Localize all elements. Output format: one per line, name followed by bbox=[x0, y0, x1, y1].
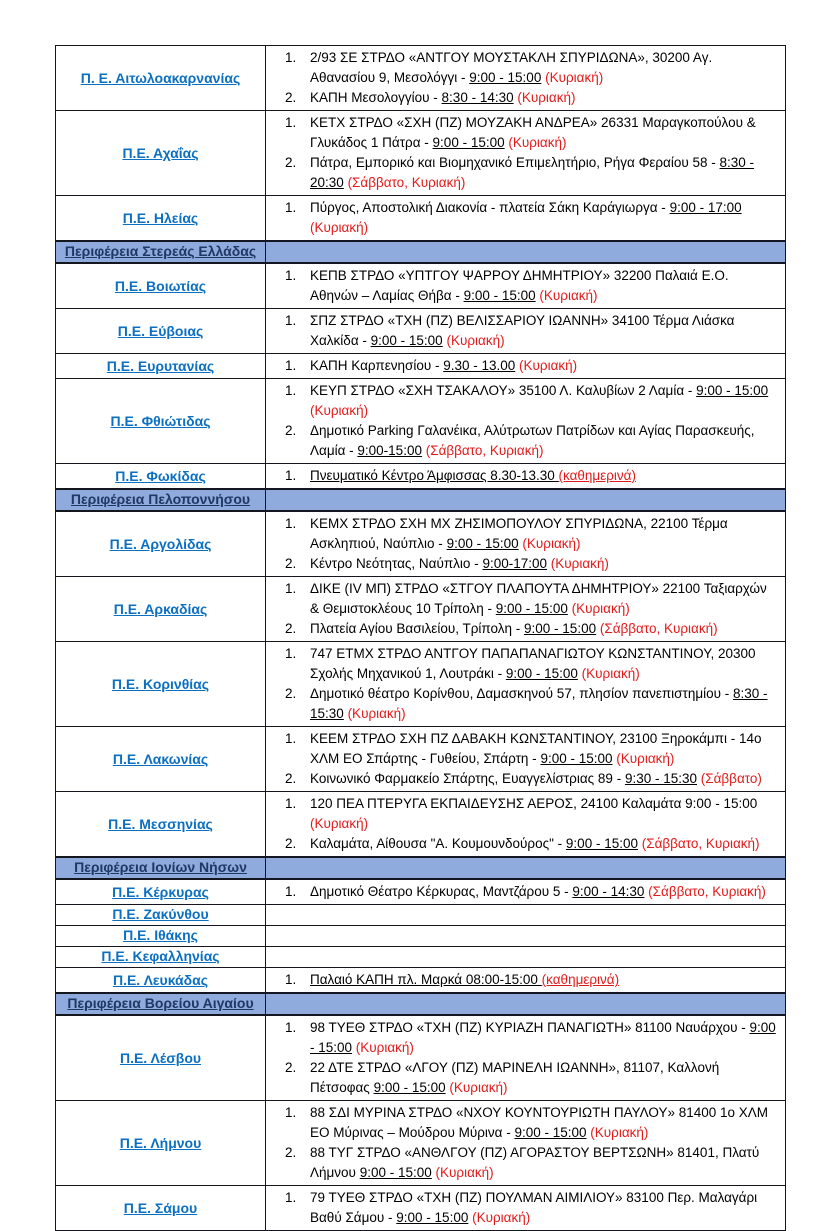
section-header-spacer-cell bbox=[266, 489, 786, 511]
unit-locations-cell bbox=[266, 354, 786, 379]
unit-row bbox=[56, 905, 786, 926]
section-header-spacer-cell bbox=[266, 857, 786, 879]
section-header-row bbox=[56, 857, 786, 879]
section-header-cell bbox=[56, 241, 266, 263]
location-item bbox=[266, 1058, 779, 1098]
location-item bbox=[266, 311, 779, 351]
unit-name-cell bbox=[56, 263, 266, 309]
location-text: ΚΕΤΧ ΣΤΡΔΟ «ΣΧΗ (ΠΖ) ΜΟΥΖΑΚΗ ΑΝΔΡΕΑ» 26331 Μαραγκοπούλου & Γλυκάδος 1 Πάτρα - bbox=[310, 115, 756, 150]
day-label: (Σάββατο, Κυριακή) bbox=[425, 443, 544, 458]
unit-row bbox=[56, 1101, 786, 1186]
unit-name-cell bbox=[56, 792, 266, 858]
location-item-text bbox=[310, 113, 779, 153]
unit-locations-cell bbox=[266, 926, 786, 947]
location-item bbox=[266, 882, 779, 902]
location-item-text bbox=[310, 88, 779, 108]
location-item bbox=[266, 769, 779, 789]
unit-locations-cell bbox=[266, 968, 786, 994]
unit-name-cell bbox=[56, 1101, 266, 1186]
time-range: 9:00 - 15:00 bbox=[359, 1165, 432, 1180]
section-title: Περιφέρεια Βορείου Αιγαίου bbox=[67, 995, 254, 1011]
location-item bbox=[266, 1103, 779, 1143]
location-item-number: 1. bbox=[285, 50, 297, 65]
regions-table-body bbox=[56, 46, 786, 1231]
day-label: (Κυριακή) bbox=[545, 70, 604, 85]
unit-row bbox=[56, 879, 786, 905]
unit-locations-cell bbox=[266, 577, 786, 642]
time-range: 9:00 - 15:00 bbox=[514, 1125, 587, 1140]
location-item-number: 2. bbox=[285, 1060, 297, 1075]
location-text: 88 ΤΥΓ ΣΤΡΔΟ «ΑΝΘΛΓΟΥ (ΠΖ) ΑΓΟΡΑΣΤΟΥ ΒΕΡΤΣΩΝΗ» 81401, Πλατύ Λήμνου bbox=[310, 1145, 760, 1180]
location-item bbox=[266, 514, 779, 554]
location-text: Κοινωνικό Φαρμακείο Σπάρτης, Ευαγγελίστριας 89 - bbox=[310, 771, 625, 786]
unit-name-cell bbox=[56, 111, 266, 196]
unit-locations-cell bbox=[266, 1101, 786, 1186]
location-text: 22 ΔΤΕ ΣΤΡΔΟ «ΛΓΟΥ (ΠΖ) ΜΑΡΙΝΕΛΗ ΙΩΑΝΝΗ», 81107, Καλλονή Πέτσοφας bbox=[310, 1060, 720, 1095]
location-text: 79 ΤΥΕΘ ΣΤΡΔΟ «ΤΧΗ (ΠΖ) ΠΟΥΛΜΑΝ ΑΙΜΙΛΙΟΥ» 83100 Περ. Μαλαγάρι Βαθύ Σάμου - bbox=[310, 1190, 758, 1225]
location-text: Κέντρο Νεότητας, Ναύπλιο - bbox=[310, 556, 483, 571]
location-item bbox=[266, 1188, 779, 1228]
day-label: (καθημερινά) bbox=[558, 468, 636, 483]
location-item-number: 2. bbox=[285, 423, 297, 438]
location-text: 2/93 ΣΕ ΣΤΡΔΟ «ΑΝΤΓΟΥ ΜΟΥΣΤΑΚΛΗ ΣΠΥΡΙΔΩΝΑ», 30200 Αγ. Αθανασίου 9, Μεσολόγγι - bbox=[310, 50, 713, 85]
location-item bbox=[266, 356, 779, 376]
day-label: (Κυριακή) bbox=[519, 358, 578, 373]
unit-link[interactable]: Π.Ε. Φωκίδας bbox=[115, 467, 206, 484]
location-item-text bbox=[310, 684, 779, 724]
section-header-cell bbox=[56, 857, 266, 879]
unit-name-cell bbox=[56, 926, 266, 947]
location-item-number: 1. bbox=[285, 200, 297, 215]
time-range: Πνευματικό Κέντρο Άμφισσας 8.30-13.30 bbox=[310, 468, 559, 483]
location-item-text bbox=[310, 1058, 779, 1098]
location-item-number: 2. bbox=[285, 771, 297, 786]
unit-name-cell bbox=[56, 947, 266, 968]
unit-row bbox=[56, 968, 786, 994]
location-item-text bbox=[310, 153, 779, 193]
day-label: (Κυριακή) bbox=[310, 220, 369, 235]
unit-link[interactable]: Π.Ε. Εύβοιας bbox=[117, 322, 204, 339]
day-label: (Κυριακή) bbox=[310, 816, 369, 831]
location-item-text bbox=[310, 794, 779, 834]
location-item bbox=[266, 381, 779, 421]
day-label: (Κυριακή) bbox=[539, 288, 598, 303]
location-item-text bbox=[310, 970, 779, 990]
section-header-spacer-cell bbox=[266, 993, 786, 1015]
unit-link[interactable]: Π.Ε. Κορινθίας bbox=[111, 675, 210, 692]
location-item-number: 1. bbox=[285, 646, 297, 661]
unit-row bbox=[56, 46, 786, 111]
location-text: ΚΑΠΗ Μεσολογγίου - bbox=[310, 90, 442, 105]
location-item-text bbox=[310, 514, 779, 554]
location-item-text bbox=[310, 882, 779, 902]
location-text: Καλαμάτα, Αίθουσα "Α. Κουμουνδούρος" - bbox=[310, 836, 566, 851]
unit-link[interactable]: Π.Ε. Φθιώτιδας bbox=[110, 412, 211, 429]
location-text: ΚΕΕΜ ΣΤΡΔΟ ΣΧΗ ΠΖ ΔΑΒΑΚΗ ΚΩΝΣΤΑΝΤΙΝΟΥ, 23100 Ξηροκάμπι - 14ο ΧΛΜ ΕΟ Σπάρτης - Γυθείου, Σπάρτη - bbox=[310, 731, 762, 766]
location-item-number: 2. bbox=[285, 836, 297, 851]
location-item bbox=[266, 834, 779, 854]
unit-link[interactable]: Π.Ε. Σάμου bbox=[123, 1199, 198, 1216]
time-range: 9:00-17:00 bbox=[482, 556, 547, 571]
unit-name-cell bbox=[56, 1015, 266, 1101]
location-item-number: 1. bbox=[285, 516, 297, 531]
location-item bbox=[266, 729, 779, 769]
location-item-text bbox=[310, 1018, 779, 1058]
location-item-text bbox=[310, 579, 779, 619]
location-item-text bbox=[310, 769, 779, 789]
unit-locations-cell bbox=[266, 111, 786, 196]
location-item-number: 2. bbox=[285, 90, 297, 105]
unit-name-cell bbox=[56, 905, 266, 926]
day-label: (Σάββατο, Κυριακή) bbox=[648, 884, 766, 899]
location-item-text bbox=[310, 1103, 779, 1143]
location-item bbox=[266, 466, 779, 486]
location-item bbox=[266, 554, 779, 574]
section-header-cell bbox=[56, 993, 266, 1015]
unit-link[interactable]: Π.Ε. Αρκαδίας bbox=[113, 600, 208, 617]
section-header-row bbox=[56, 993, 786, 1015]
location-item-text bbox=[310, 266, 779, 306]
time-range: 9:00 - 15:00 bbox=[370, 333, 443, 348]
unit-row bbox=[56, 309, 786, 354]
unit-locations-cell bbox=[266, 1186, 786, 1231]
unit-name-cell bbox=[56, 511, 266, 577]
location-item bbox=[266, 48, 779, 88]
day-label: (Σάββατο, Κυριακή) bbox=[347, 175, 466, 190]
location-text: Πύργος, Αποστολική Διακονία - πλατεία Σάκη Καράγιωργα - bbox=[310, 200, 670, 215]
day-label: (Σάββατο) bbox=[700, 771, 762, 786]
day-label: (καθημερινά) bbox=[541, 972, 620, 987]
location-item bbox=[266, 421, 779, 461]
time-range: 9:00 - 15:00 bbox=[432, 135, 505, 150]
unit-row bbox=[56, 111, 786, 196]
location-item-number: 1. bbox=[285, 581, 297, 596]
unit-row bbox=[56, 947, 786, 968]
location-item bbox=[266, 153, 779, 193]
regional-units-table bbox=[55, 45, 786, 1231]
section-header-cell bbox=[56, 489, 266, 511]
location-text: ΚΕΠΒ ΣΤΡΔΟ «ΥΠΤΓΟΥ ΨΑΡΡΟΥ ΔΗΜΗΤΡΙΟΥ» 32200 Παλαιά Ε.Ο. Αθηνών – Λαμίας Θήβα - bbox=[310, 268, 729, 303]
unit-link[interactable]: Π.Ε. Λακωνίας bbox=[112, 750, 209, 767]
location-item bbox=[266, 644, 779, 684]
unit-row bbox=[56, 464, 786, 490]
location-item-text bbox=[310, 466, 779, 486]
location-item-number: 1. bbox=[285, 1020, 297, 1035]
location-text: Πλατεία Αγίου Βασιλείου, Τρίπολη - bbox=[310, 621, 525, 636]
location-item-number: 2. bbox=[285, 621, 297, 636]
location-item-number: 2. bbox=[285, 686, 297, 701]
day-label: (Κυριακή) bbox=[310, 403, 369, 418]
time-range: 8:30 - 20:30 bbox=[310, 155, 755, 190]
unit-link[interactable]: Π.Ε. Λήμνου bbox=[119, 1134, 202, 1151]
day-label: (Κυριακή) bbox=[590, 1125, 649, 1140]
unit-locations-cell bbox=[266, 196, 786, 242]
unit-name-cell bbox=[56, 464, 266, 490]
section-title: Περιφέρεια Ιονίων Νήσων bbox=[74, 859, 247, 875]
unit-locations-cell bbox=[266, 727, 786, 792]
location-item-number: 2. bbox=[285, 155, 297, 170]
time-range: 9:00 - 15:00 bbox=[540, 751, 613, 766]
location-text: Δημοτικό Parking Γαλανέικα, Αλύτρωτων Πατρίδων και Αγίας Παρασκευής, Λαμία - bbox=[310, 423, 755, 458]
unit-row bbox=[56, 511, 786, 577]
location-item-text bbox=[310, 311, 779, 351]
location-item-text bbox=[310, 834, 779, 854]
unit-locations-cell bbox=[266, 379, 786, 464]
location-item-text bbox=[310, 729, 779, 769]
unit-locations-cell bbox=[266, 263, 786, 309]
section-header-row bbox=[56, 241, 786, 263]
day-label: (Κυριακή) bbox=[472, 1210, 531, 1225]
location-item-number: 1. bbox=[285, 358, 297, 373]
location-item-text bbox=[310, 356, 779, 376]
time-range: Παλαιό ΚΑΠΗ πλ. Μαρκά 08:00-15:00 bbox=[310, 972, 542, 987]
unit-link[interactable]: Π.Ε. Βοιωτίας bbox=[114, 277, 207, 294]
time-range: 9:00 - 17:00 bbox=[669, 200, 742, 215]
location-item-number: 2. bbox=[285, 556, 297, 571]
location-text: Δημοτικό Θέατρο Κέρκυρας, Μαντζάρου 5 - bbox=[310, 884, 573, 899]
unit-link[interactable]: Π.Ε. Ηλείας bbox=[122, 209, 199, 226]
unit-locations-cell bbox=[266, 905, 786, 926]
location-item-number: 1. bbox=[285, 884, 297, 899]
location-item-number: 1. bbox=[285, 313, 297, 328]
location-text: ΣΠΖ ΣΤΡΔΟ «ΤΧΗ (ΠΖ) ΒΕΛΙΣΣΑΡΙΟΥ ΙΩΑΝΝΗ» 34100 Τέρμα Λιάσκα Χαλκίδα - bbox=[310, 313, 735, 348]
section-title: Περιφέρεια Στερεάς Ελλάδας bbox=[64, 243, 257, 259]
location-item-number: 1. bbox=[285, 268, 297, 283]
time-range: 9:00 - 15:00 bbox=[373, 1080, 446, 1095]
location-text: 88 ΣΔΙ ΜΥΡΙΝΑ ΣΤΡΔΟ «ΝΧΟΥ ΚΟΥΝΤΟΥΡΙΩΤΗ ΠΑΥΛΟΥ» 81400 1ο ΧΛΜ ΕΟ Μύρινας – Μούδρου Μύρινα - bbox=[310, 1105, 769, 1140]
unit-row bbox=[56, 354, 786, 379]
unit-name-cell bbox=[56, 642, 266, 727]
unit-locations-cell bbox=[266, 511, 786, 577]
unit-link[interactable]: Π.Ε. Κέρκυρας bbox=[112, 883, 209, 900]
location-text: 98 ΤΥΕΘ ΣΤΡΔΟ «ΤΧΗ (ΠΖ) ΚΥΡΙΑΖΗ ΠΑΝΑΓΙΩΤΗ» 81100 Ναυάρχου - bbox=[310, 1020, 750, 1035]
location-text: ΚΕΜΧ ΣΤΡΔΟ ΣΧΗ ΜΧ ΖΗΣΙΜΟΠΟΥΛΟΥ ΣΠΥΡΙΔΩΝΑ, 22100 Τέρμα Ασκληπιού, Ναύπλιο - bbox=[310, 516, 728, 551]
unit-name-cell bbox=[56, 196, 266, 242]
day-label: (Κυριακή) bbox=[581, 666, 640, 681]
location-item bbox=[266, 266, 779, 306]
section-header-row bbox=[56, 489, 786, 511]
unit-name-cell bbox=[56, 577, 266, 642]
unit-locations-cell bbox=[266, 309, 786, 354]
location-item bbox=[266, 619, 779, 639]
section-header-spacer-cell bbox=[266, 241, 786, 263]
time-range: 8:30 - 14:30 bbox=[441, 90, 514, 105]
unit-name-cell bbox=[56, 354, 266, 379]
day-label: (Κυριακή) bbox=[446, 333, 505, 348]
location-item bbox=[266, 1018, 779, 1058]
unit-row bbox=[56, 926, 786, 947]
location-text: Πάτρα, Εμπορικό και Βιομηχανικό Επιμελητήριο, Ρήγα Φεραίου 58 - bbox=[310, 155, 720, 170]
unit-row bbox=[56, 577, 786, 642]
location-item-number: 1. bbox=[285, 383, 297, 398]
time-range: 9:00 - 15:00 bbox=[696, 383, 769, 398]
time-range: 9:00 - 15:00 bbox=[524, 621, 597, 636]
location-item-text bbox=[310, 48, 779, 88]
day-label: (Κυριακή) bbox=[571, 601, 630, 616]
time-range: 8:30 - 15:30 bbox=[310, 686, 768, 721]
unit-row bbox=[56, 1015, 786, 1101]
location-item-text bbox=[310, 421, 779, 461]
location-text: 120 ΠΕΑ ΠΤΕΡΥΓΑ ΕΚΠΑΙΔΕΥΣΗΣ ΑΕΡΟΣ, 24100 Καλαμάτα 9:00 - 15:00 bbox=[310, 796, 758, 811]
location-item bbox=[266, 684, 779, 724]
location-item-number: 1. bbox=[285, 972, 297, 987]
location-text: ΔΙΚΕ (IV ΜΠ) ΣΤΡΔΟ «ΣΤΓΟΥ ΠΛΑΠΟΥΤΑ ΔΗΜΗΤΡΙΟΥ» 22100 Ταξιαρχών & Θεμιστοκλέους 10 Τρίπολη - bbox=[310, 581, 767, 616]
unit-name-cell bbox=[56, 727, 266, 792]
location-item-number: 1. bbox=[285, 1190, 297, 1205]
location-item-number: 1. bbox=[285, 115, 297, 130]
day-label: (Κυριακή) bbox=[435, 1165, 494, 1180]
time-range: 9:00 - 15:00 bbox=[463, 288, 536, 303]
location-item-text bbox=[310, 1188, 779, 1228]
location-item-number: 1. bbox=[285, 731, 297, 746]
unit-locations-cell bbox=[266, 642, 786, 727]
time-range: 9:00-15:00 bbox=[357, 443, 422, 458]
location-text: ΚΑΠΗ Καρπενησίου - bbox=[310, 358, 444, 373]
unit-row bbox=[56, 196, 786, 242]
unit-link[interactable]: Π.Ε. Αργολίδας bbox=[109, 535, 212, 552]
unit-link[interactable]: Π.Ε. Μεσσηνίας bbox=[108, 815, 213, 832]
location-item-text bbox=[310, 619, 779, 639]
location-text: 747 ΕΤΜΧ ΣΤΡΔΟ ΑΝΤΓΟΥ ΠΑΠΑΠΑΝΑΓΙΩΤΟΥ ΚΩΝΣΤΑΝΤΙΝΟΥ, 20300 Σχολής Μηχανικού 1, Λουτράκι - bbox=[310, 646, 756, 681]
unit-name-cell bbox=[56, 46, 266, 111]
location-item-number: 1. bbox=[285, 1105, 297, 1120]
day-label: (Κυριακή) bbox=[550, 556, 609, 571]
time-range: 9:00 - 15:00 bbox=[396, 1210, 469, 1225]
unit-name-cell bbox=[56, 968, 266, 994]
location-text: ΚΕΥΠ ΣΤΡΔΟ «ΣΧΗ ΤΣΑΚΑΛΟΥ» 35100 Λ. Καλυβίων 2 Λαμία - bbox=[310, 383, 697, 398]
location-item-text bbox=[310, 644, 779, 684]
unit-link[interactable]: Π.Ε. Αχαΐας bbox=[122, 144, 199, 161]
unit-link[interactable]: Π. Ε. Αιτωλοακαρνανίας bbox=[80, 69, 241, 86]
day-label: (Σάββατο, Κυριακή) bbox=[599, 621, 718, 636]
day-label: (Κυριακή) bbox=[522, 536, 581, 551]
location-item-number: 1. bbox=[285, 796, 297, 811]
unit-link[interactable]: Π.Ε. Ιθάκης bbox=[123, 927, 198, 943]
location-item bbox=[266, 88, 779, 108]
unit-link[interactable]: Π.Ε. Λευκάδας bbox=[112, 971, 209, 988]
location-item-number: 1. bbox=[285, 468, 297, 483]
day-label: (Κυριακή) bbox=[517, 90, 576, 105]
day-label: (Κυριακή) bbox=[508, 135, 567, 150]
unit-row bbox=[56, 1186, 786, 1231]
time-range: 9:00 - 15:00 bbox=[565, 836, 638, 851]
day-label: (Κυριακή) bbox=[355, 1040, 414, 1055]
day-label: (Σάββατο, Κυριακή) bbox=[641, 836, 760, 851]
unit-row bbox=[56, 379, 786, 464]
location-item bbox=[266, 198, 779, 238]
location-item-text bbox=[310, 198, 779, 238]
unit-locations-cell bbox=[266, 947, 786, 968]
unit-row bbox=[56, 263, 786, 309]
location-text: Δημοτικό θέατρο Κορίνθου, Δαμασκηνού 57, πλησίον πανεπιστημίου - bbox=[310, 686, 733, 701]
unit-locations-cell bbox=[266, 46, 786, 111]
unit-link[interactable]: Π.Ε. Λέσβου bbox=[119, 1049, 202, 1066]
location-item-text bbox=[310, 554, 779, 574]
time-range: 9.30 - 13.00 bbox=[443, 358, 516, 373]
unit-row bbox=[56, 792, 786, 858]
unit-name-cell bbox=[56, 1186, 266, 1231]
unit-locations-cell bbox=[266, 1015, 786, 1101]
unit-link[interactable]: Π.Ε. Ευρυτανίας bbox=[106, 357, 215, 374]
unit-row bbox=[56, 727, 786, 792]
day-label: (Κυριακή) bbox=[347, 706, 406, 721]
unit-name-cell bbox=[56, 379, 266, 464]
time-range: 9:00 - 15:00 bbox=[505, 666, 578, 681]
time-range: 9:00 - 15:00 bbox=[446, 536, 519, 551]
time-range: 9:00 - 15:00 bbox=[310, 1020, 776, 1055]
location-item bbox=[266, 579, 779, 619]
day-label: (Κυριακή) bbox=[616, 751, 675, 766]
time-range: 9:00 - 14:30 bbox=[572, 884, 645, 899]
unit-name-cell bbox=[56, 309, 266, 354]
location-item bbox=[266, 1143, 779, 1183]
unit-locations-cell bbox=[266, 464, 786, 490]
day-label: (Κυριακή) bbox=[449, 1080, 508, 1095]
location-item bbox=[266, 970, 779, 990]
location-item-text bbox=[310, 381, 779, 421]
section-title: Περιφέρεια Πελοποννήσου bbox=[70, 491, 251, 507]
unit-locations-cell bbox=[266, 879, 786, 905]
location-item bbox=[266, 794, 779, 834]
unit-row bbox=[56, 642, 786, 727]
unit-link[interactable]: Π.Ε. Κεφαλληνίας bbox=[101, 948, 220, 964]
time-range: 9:00 - 15:00 bbox=[495, 601, 568, 616]
location-item-number: 2. bbox=[285, 1145, 297, 1160]
unit-name-cell bbox=[56, 879, 266, 905]
unit-locations-cell bbox=[266, 792, 786, 858]
time-range: 9:00 - 15:00 bbox=[469, 70, 542, 85]
time-range: 9:30 - 15:30 bbox=[624, 771, 697, 786]
location-item bbox=[266, 113, 779, 153]
location-item-text bbox=[310, 1143, 779, 1183]
unit-link[interactable]: Π.Ε. Ζακύνθου bbox=[112, 906, 209, 922]
